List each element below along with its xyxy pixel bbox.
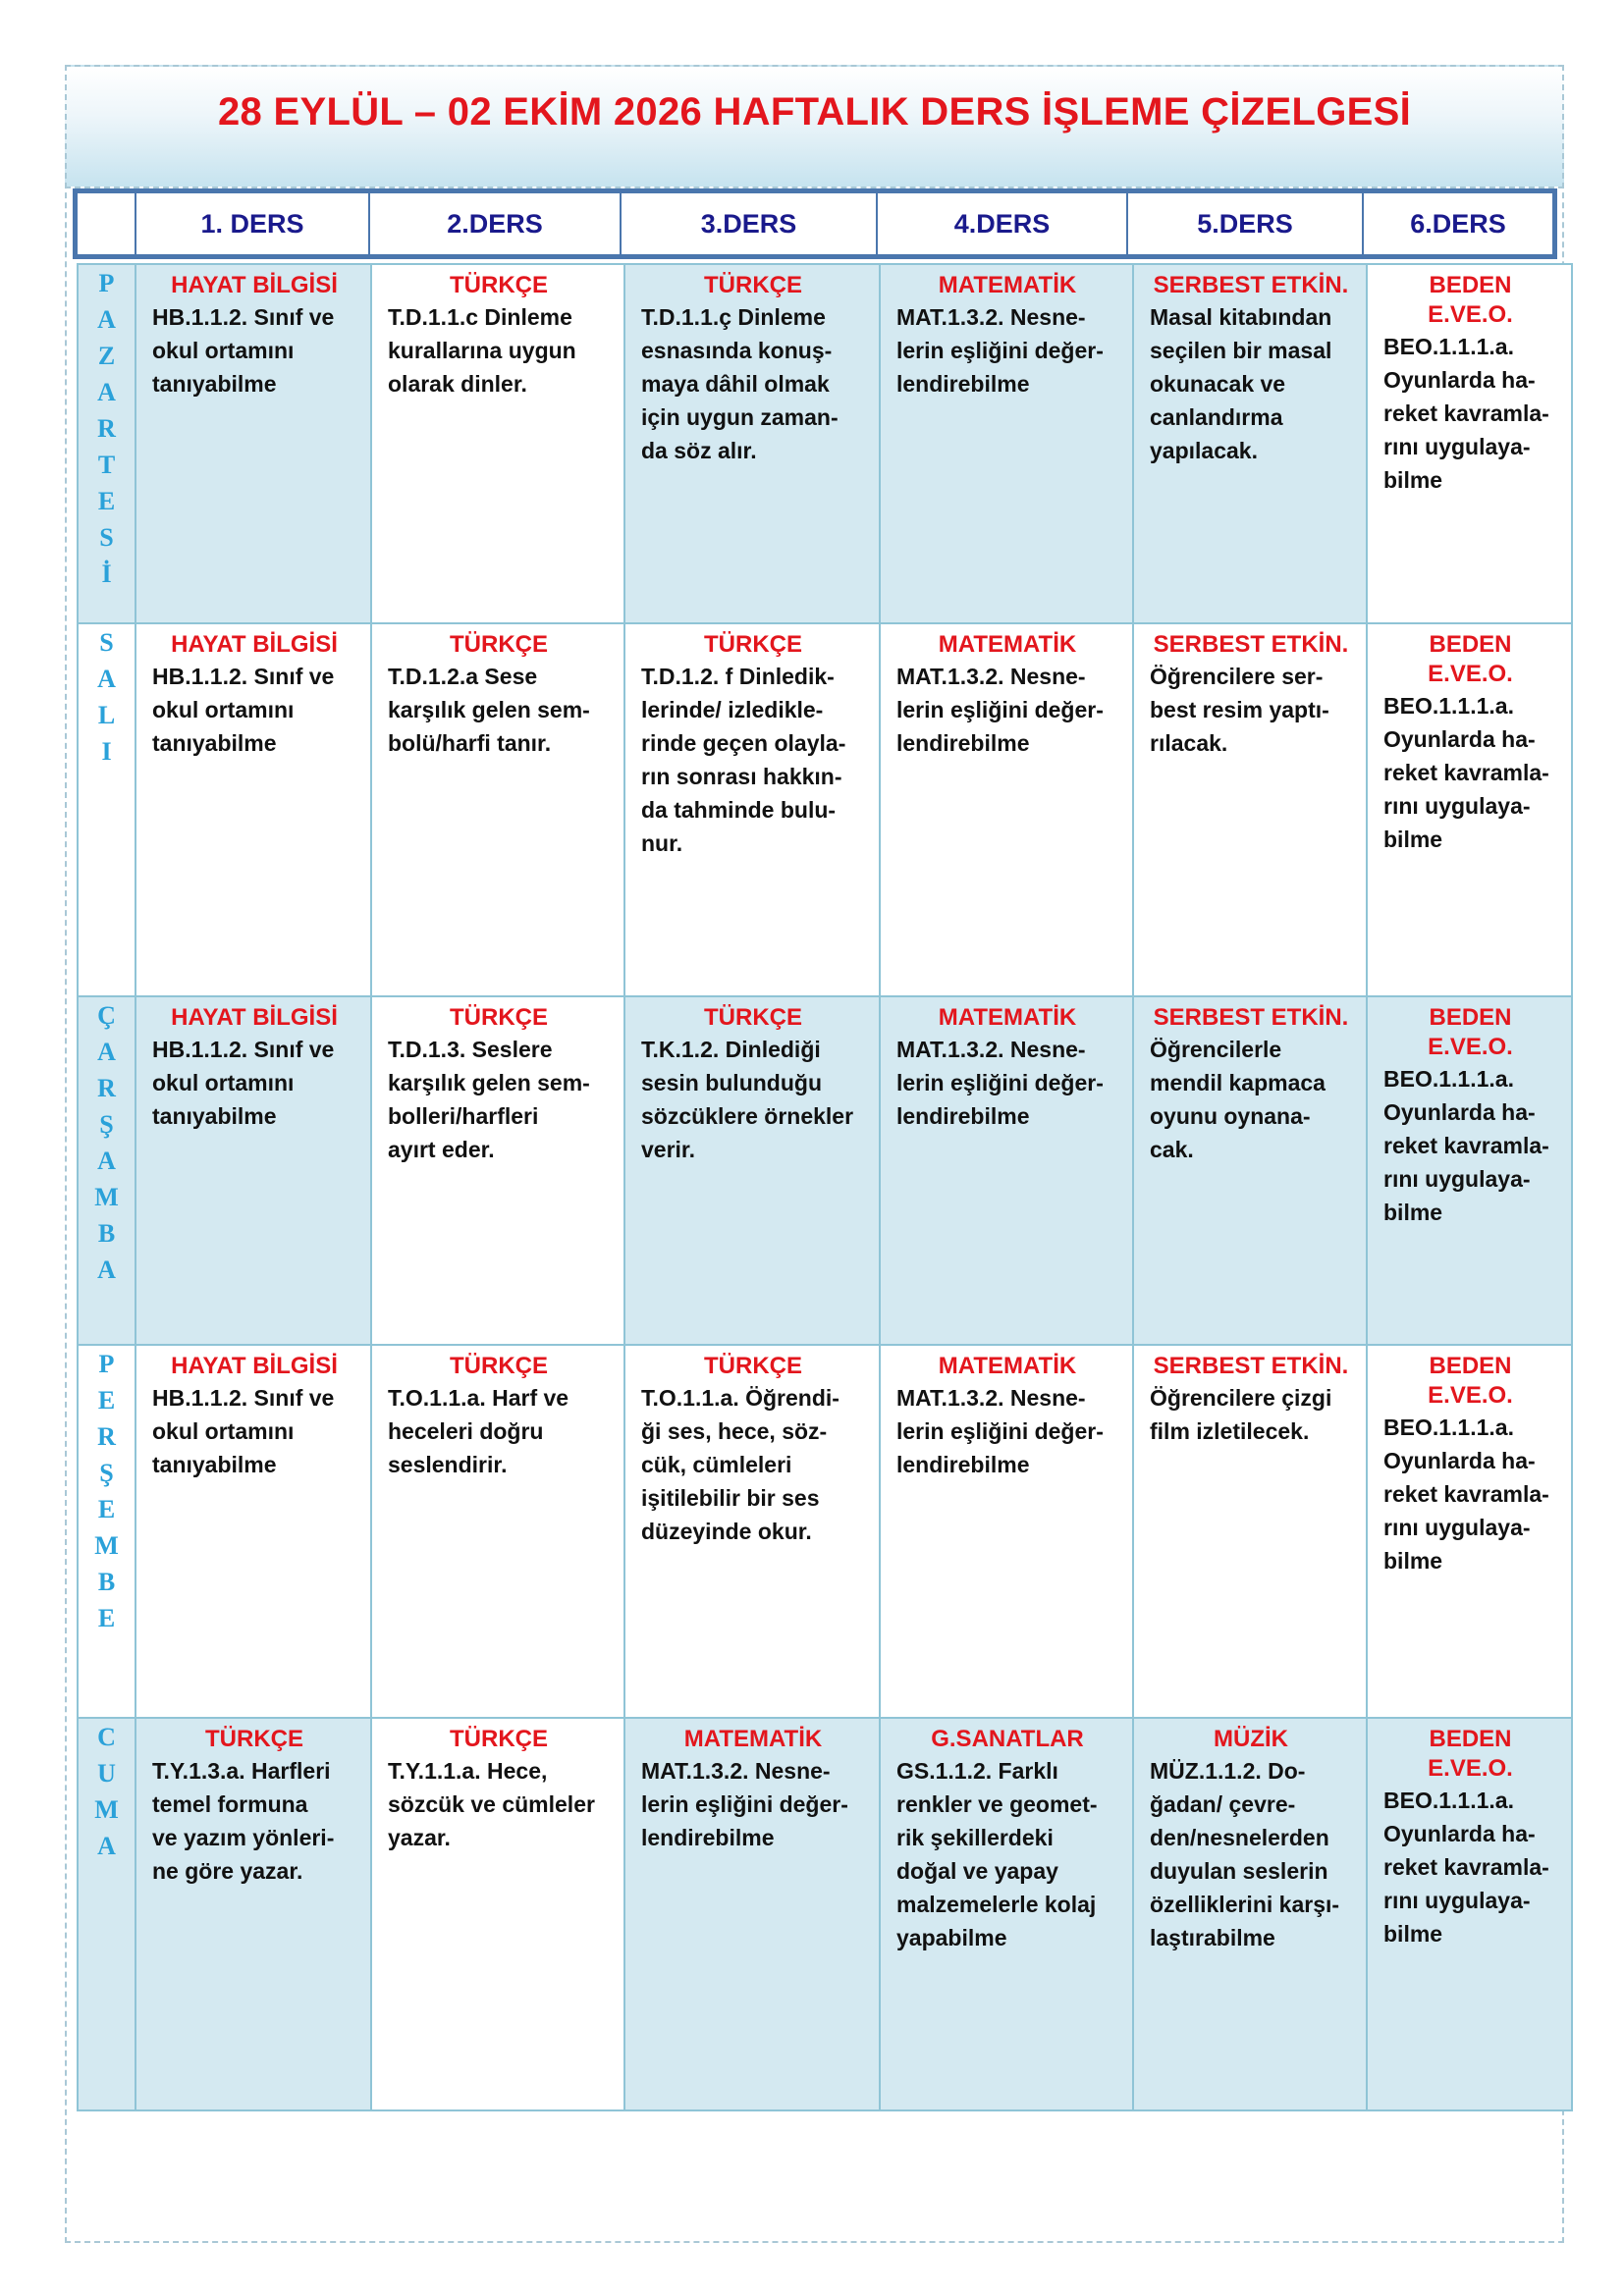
- day-letter: S: [99, 628, 114, 657]
- lesson-cell: [371, 1345, 624, 1718]
- day-letter: R: [97, 414, 116, 443]
- lesson-subject: MATEMATİK: [938, 631, 1077, 658]
- header-period-4: 4.DERS: [876, 193, 1126, 254]
- day-letter: E: [97, 1604, 116, 1632]
- day-letter: A: [97, 1255, 116, 1284]
- lesson-cell: [1133, 264, 1367, 623]
- lesson-cell: [135, 264, 371, 623]
- lesson-cell: [1367, 996, 1572, 1345]
- lesson-objective: MAT.1.3.2. Nesne- lerin eşliğini değer- lendirebilme: [896, 1037, 1104, 1129]
- lesson-objective: MAT.1.3.2. Nesne- lerin eşliğini değer- lendirebilme: [896, 664, 1104, 756]
- day-letter: I: [101, 737, 112, 766]
- day-letter: A: [97, 665, 116, 693]
- lesson-cell: [1133, 996, 1367, 1345]
- lesson-cell: [371, 264, 624, 623]
- lesson-objective: T.D.1.3. Seslere karşılık gelen sem- bolleri/harfleri ayırt eder.: [388, 1037, 590, 1162]
- lesson-cell: [135, 996, 371, 1345]
- day-letter: U: [97, 1759, 116, 1788]
- lesson-subject: SERBEST ETKİN.: [1153, 1004, 1349, 1031]
- day-letter: A: [97, 1038, 116, 1066]
- lesson-cell: [880, 1718, 1133, 2110]
- lesson-subject: SERBEST ETKİN.: [1153, 272, 1349, 298]
- lesson-subject: HAYAT BİLGİSİ: [171, 272, 338, 298]
- lesson-objective: GS.1.1.2. Farklı renkler ve geomet- rik şekillerdeki doğal ve yapay malzemelerle kolaj yapabilme: [896, 1758, 1098, 1950]
- lesson-cell: [135, 623, 371, 996]
- lesson-subject: TÜRKÇE: [704, 1353, 802, 1379]
- lesson-cell: [624, 623, 880, 996]
- day-letter: E: [97, 1495, 116, 1523]
- lesson-cell: [371, 1718, 624, 2110]
- day-letter: A: [97, 1147, 116, 1175]
- lesson-cell: [880, 623, 1133, 996]
- day-letter: İ: [101, 560, 112, 588]
- day-letter: S: [99, 523, 114, 552]
- day-letter: Ş: [99, 1110, 114, 1139]
- lesson-cell: [1133, 1718, 1367, 2110]
- lesson-subject: TÜRKÇE: [450, 631, 548, 658]
- lesson-cell: [1367, 1718, 1572, 2110]
- lesson-subject: HAYAT BİLGİSİ: [171, 1004, 338, 1031]
- day-letter: R: [97, 1422, 116, 1451]
- lesson-objective: T.O.1.1.a. Harf ve heceleri doğru seslendirir.: [388, 1385, 569, 1477]
- day-label-cell: [78, 996, 135, 1345]
- day-label-cell: [78, 1345, 135, 1718]
- header-period-1: 1. DERS: [135, 193, 368, 254]
- header-period-3: 3.DERS: [620, 193, 876, 254]
- header-period-5: 5.DERS: [1126, 193, 1362, 254]
- lesson-objective: HB.1.1.2. Sınıf ve okul ortamını tanıyabilme: [152, 304, 335, 397]
- lesson-objective: Öğrencilere çizgi film izletilecek.: [1150, 1385, 1332, 1444]
- lesson-objective: BEO.1.1.1.a. Oyunlarda ha- reket kavramla- rını uygulaya- bilme: [1383, 693, 1549, 852]
- lesson-objective: T.D.1.2. f Dinledik- lerinde/ izledikle- rinde geçen olayla- rın sonrası hakkın- da tahminde bulu- nur.: [641, 664, 846, 856]
- day-name-vertical: [79, 624, 135, 770]
- lesson-cell: [371, 996, 624, 1345]
- day-row: [78, 623, 1572, 996]
- day-label-cell: [78, 264, 135, 623]
- lesson-subject: TÜRKÇE: [704, 1004, 802, 1031]
- day-label-cell: [78, 1718, 135, 2110]
- lesson-objective: MAT.1.3.2. Nesne- lerin eşliğini değer- lendirebilme: [896, 304, 1104, 397]
- lesson-cell: [1367, 1345, 1572, 1718]
- lesson-cell: [880, 996, 1133, 1345]
- lesson-subject: MÜZİK: [1214, 1726, 1288, 1752]
- day-row: [78, 264, 1572, 623]
- day-letter: C: [97, 1723, 116, 1751]
- lesson-objective: BEO.1.1.1.a. Oyunlarda ha- reket kavramla- rını uygulaya- bilme: [1383, 1788, 1549, 1947]
- lesson-cell: [880, 1345, 1133, 1718]
- lesson-objective: HB.1.1.2. Sınıf ve okul ortamını tanıyabilme: [152, 664, 335, 756]
- lesson-objective: T.D.1.2.a Sese karşılık gelen sem- bolü/harfi tanır.: [388, 664, 590, 756]
- period-header: [73, 188, 1557, 259]
- day-letter: M: [94, 1531, 119, 1560]
- lesson-cell: [135, 1718, 371, 2110]
- lesson-subject: SERBEST ETKİN.: [1153, 1353, 1349, 1379]
- lesson-cell: [1133, 623, 1367, 996]
- lesson-objective: HB.1.1.2. Sınıf ve okul ortamını tanıyabilme: [152, 1385, 335, 1477]
- lesson-objective: T.Y.1.1.a. Hece, sözcük ve cümleler yazar.: [388, 1758, 595, 1850]
- day-letter: R: [97, 1074, 116, 1102]
- lesson-subject: SERBEST ETKİN.: [1153, 631, 1349, 658]
- lesson-objective: T.Y.1.3.a. Harfleri temel formuna ve yazım yönleri- ne göre yazar.: [152, 1758, 335, 1884]
- day-letter: Ş: [99, 1459, 114, 1487]
- day-letter: E: [97, 1386, 116, 1415]
- lesson-cell: [371, 623, 624, 996]
- schedule-table: [77, 263, 1573, 2111]
- lesson-subject: TÜRKÇE: [450, 1726, 548, 1752]
- lesson-subject: G.SANATLAR: [931, 1726, 1084, 1752]
- lesson-objective: T.D.1.1.c Dinleme kurallarına uygun olarak dinler.: [388, 304, 576, 397]
- header-corner: [78, 193, 135, 254]
- day-row: [78, 996, 1572, 1345]
- lesson-objective: Öğrencilerle mendil kapmaca oyunu oynana- cak.: [1150, 1037, 1326, 1162]
- day-letter: L: [97, 701, 116, 729]
- lesson-subject: MATEMATİK: [938, 1004, 1077, 1031]
- lesson-subject: TÜRKÇE: [704, 272, 802, 298]
- lesson-subject: HAYAT BİLGİSİ: [171, 1353, 338, 1379]
- lesson-objective: BEO.1.1.1.a. Oyunlarda ha- reket kavramla- rını uygulaya- bilme: [1383, 334, 1549, 493]
- lesson-objective: MAT.1.3.2. Nesne- lerin eşliğini değer- lendirebilme: [896, 1385, 1104, 1477]
- day-letter: P: [98, 1350, 115, 1378]
- lesson-objective: BEO.1.1.1.a. Oyunlarda ha- reket kavramla- rını uygulaya- bilme: [1383, 1066, 1549, 1225]
- lesson-subject: BEDEN E.VE.O.: [1428, 1004, 1513, 1060]
- lesson-objective: Masal kitabından seçilen bir masal okunacak ve canlandırma yapılacak.: [1150, 304, 1332, 463]
- day-row: [78, 1345, 1572, 1718]
- lesson-cell: [1367, 264, 1572, 623]
- lesson-cell: [1367, 623, 1572, 996]
- lesson-cell: [624, 264, 880, 623]
- lesson-subject: BEDEN E.VE.O.: [1428, 1353, 1513, 1409]
- lesson-objective: MÜZ.1.1.2. Do- ğadan/ çevre- den/nesnelerden duyulan seslerin özelliklerini karşı- laştırabilme: [1150, 1758, 1340, 1950]
- header-period-2: 2.DERS: [368, 193, 620, 254]
- lesson-cell: [624, 1345, 880, 1718]
- lesson-subject: MATEMATİK: [938, 272, 1077, 298]
- lesson-cell: [624, 1718, 880, 2110]
- day-name-vertical: [79, 1346, 135, 1636]
- day-letter: M: [94, 1795, 119, 1824]
- lesson-subject: MATEMATİK: [938, 1353, 1077, 1379]
- day-letter: Ç: [97, 1001, 116, 1030]
- day-letter: T: [97, 451, 116, 479]
- lesson-subject: MATEMATİK: [683, 1726, 823, 1752]
- day-letter: Z: [97, 342, 116, 370]
- lesson-objective: HB.1.1.2. Sınıf ve okul ortamını tanıyabilme: [152, 1037, 335, 1129]
- lesson-subject: TÜRKÇE: [704, 631, 802, 658]
- day-letter: P: [98, 269, 115, 297]
- page-title: 28 EYLÜL – 02 EKİM 2026 HAFTALIK DERS İŞLEME ÇİZELGESİ: [218, 90, 1411, 133]
- lesson-cell: [880, 264, 1133, 623]
- lesson-subject: BEDEN E.VE.O.: [1428, 272, 1513, 328]
- day-letter: A: [97, 305, 116, 334]
- day-letter: B: [97, 1219, 116, 1248]
- lesson-subject: TÜRKÇE: [450, 1004, 548, 1031]
- lesson-objective: T.K.1.2. Dinlediği sesin bulunduğu sözcüklere örnekler verir.: [641, 1037, 854, 1162]
- day-letter: A: [97, 1832, 116, 1860]
- day-name-vertical: [79, 1719, 135, 1864]
- lesson-objective: Öğrencilere ser- best resim yaptı- rılacak.: [1150, 664, 1329, 756]
- lesson-subject: TÜRKÇE: [450, 272, 548, 298]
- lesson-cell: [624, 996, 880, 1345]
- title-banner: [65, 65, 1564, 188]
- lesson-cell: [1133, 1345, 1367, 1718]
- lesson-subject: TÜRKÇE: [205, 1726, 303, 1752]
- lesson-subject: HAYAT BİLGİSİ: [171, 631, 338, 658]
- day-letter: B: [97, 1568, 116, 1596]
- lesson-subject: TÜRKÇE: [450, 1353, 548, 1379]
- day-name-vertical: [79, 265, 135, 592]
- day-letter: A: [97, 378, 116, 406]
- lesson-subject: BEDEN E.VE.O.: [1428, 1726, 1513, 1782]
- day-name-vertical: [79, 997, 135, 1288]
- day-letter: M: [94, 1183, 119, 1211]
- header-period-6: 6.DERS: [1362, 193, 1552, 254]
- lesson-objective: MAT.1.3.2. Nesne- lerin eşliğini değer- lendirebilme: [641, 1758, 848, 1850]
- lesson-objective: BEO.1.1.1.a. Oyunlarda ha- reket kavramla- rını uygulaya- bilme: [1383, 1415, 1549, 1574]
- day-letter: E: [97, 487, 116, 515]
- lesson-objective: T.D.1.1.ç Dinleme esnasında konuş- maya dâhil olmak için uygun zaman- da söz alır.: [641, 304, 839, 463]
- day-label-cell: [78, 623, 135, 996]
- lesson-subject: BEDEN E.VE.O.: [1428, 631, 1513, 687]
- day-row: [78, 1718, 1572, 2110]
- lesson-cell: [135, 1345, 371, 1718]
- lesson-objective: T.O.1.1.a. Öğrendi- ği ses, hece, söz- cük, cümleleri işitilebilir bir ses düzeyinde okur.: [641, 1385, 839, 1544]
